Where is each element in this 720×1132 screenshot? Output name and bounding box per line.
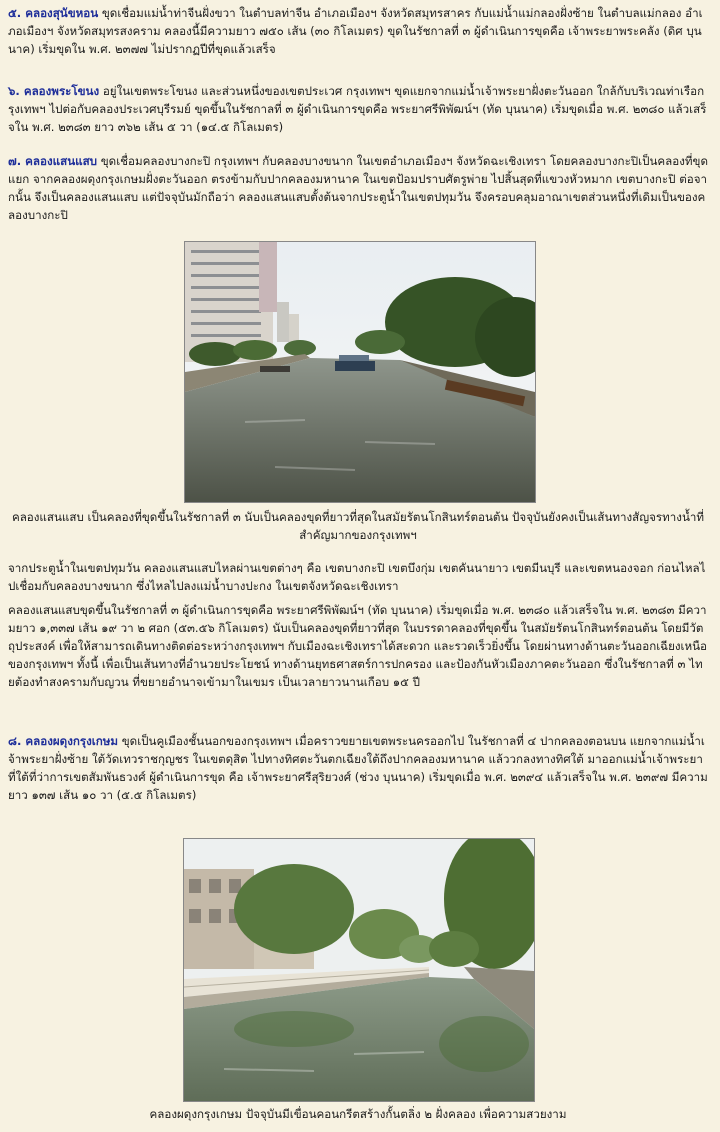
section-8-text: ขุดเป็นคูเมืองชั้นนอกของกรุงเทพฯ เมื่อคราวขยายเขตพระนครออกไป ในรัชกาลที่ ๔ ปากคลองตอนบน แยกจากแม่น้ำเจ้าพระยาฝั่งซ้าย ใต้วัดเทวราชกุญชร ในเขตดุสิต ไปทางทิศตะวันตกเฉียงใต้ถึงปากคลองมหานาค แล้ววกลงทางทิศใต้ มาออกแม่น้ำเจ้าพระยา ที่ใต้ที่ว่าการเขตสัมพันธวงศ์ ผู้ดำเนินการขุด คือ เจ้าพระยาศรีสุริยวงศ์ (ช่วง บุนนาค) เริ่มขุดเมื่อ พ.ศ. ๒๓๙๔ แล้วเสร็จใน พ.ศ. ๒๓๙๗ มีความยาว ๑๓๗ เส้น ๑๐ วา (๕.๕ กิโลเมตร) (8, 734, 708, 802)
section-7 (8, 152, 708, 224)
section-5 (8, 4, 708, 58)
section-5-text: ขุดเชื่อมแม่น้ำท่าจีนฝั่งขวา ในตำบลท่าจีน อำเภอเมืองฯ จังหวัดสมุทรสาคร กับแม่น้ำแม่กลองฝั่งซ้าย ในตำบลแม่กลอง อำเภอเมืองฯ จังหวัดสมุทรสงคราม คลองนี้มีความยาว ๗๕๐ เส้น (๓๐ กิโลเมตร) ขุดในรัชกาลที่ ๓ ผู้ดำเนินการขุดคือ เจ้าพระยาพระคลัง (ดิศ บุนนาค) เริ่มขุดใน พ.ศ. ๒๓๗๗ ไม่ปรากฏปีที่ขุดแล้วเสร็จ (8, 6, 703, 56)
khlong-phadung-krung-kasem-photo (183, 838, 535, 1102)
route-paragraph: จากประตูน้ำในเขตปทุมวัน คลองแสนแสบไหลผ่านเขตต่างๆ คือ เขตบางกะปิ เขตบึงกุ่ม เขตคันนายาว เขตมีนบุรี และเขตหนองจอก ก่อนไหลไปเชื่อมกับคลองบางขนาก ซึ่งไหลไปลงแม่น้ำบางปะกง ในเขตจังหวัดฉะเชิงเทรา (8, 561, 706, 593)
section-6-heading: ๖. คลองพระโขนง (8, 84, 100, 98)
section-6 (8, 82, 708, 136)
history-paragraph: คลองแสนแสบขุดขึ้นในรัชกาลที่ ๓ ผู้ดำเนินการขุดคือ พระยาศรีพิพัฒน์ฯ (ทัด บุนนาค) เริ่มขุดเมื่อ พ.ศ. ๒๓๘๐ แล้วเสร็จใน พ.ศ. ๒๓๘๓ มีความยาว ๑,๓๓๗ เส้น ๑๙ วา ๒ ศอก (๕๓.๕๖ กิโลเมตร) นับเป็นคลองขุดที่ยาวที่สุด ในบรรดาคลองที่ขุดขึ้น ในสมัยรัตนโกสินทร์ตอนต้น โดยมีวัตถุประสงค์ เพื่อให้สามารถเดินทางติดต่อระหว่างกรุงเทพฯ กับเมืองฉะเชิงเทราได้สะดวก และรวดเร็วยิ่งขึ้น โดยผ่านทางด้านตะวันออกเฉียงเหนือของกรุงเทพฯ ทั้งนี้ เพื่อเป็นเส้นทางที่อำนวยประโยชน์ ทางด้านยุทธศาสตร์การปกครอง และป้องกันหัวเมืองภาคตะวันออก ซึ่งในรัชกาลที่ ๓ ไทยต้องทำสงครามกับญวน ที่ขยายอำนาจเข้ามาในเขมร เป็นเวลายาวนานเกือบ ๑๕ ปี (8, 603, 708, 689)
photo-caption-1: คลองแสนแสบ เป็นคลองที่ขุดขึ้นในรัชกาลที่ ๓ นับเป็นคลองขุดที่ยาวที่สุดในสมัยรัตนโกสินทร์ตอนต้น ปัจจุบันยังคงเป็นเส้นทางสัญจรทางน้ำที่สำคัญมากของกรุงเทพฯ (11, 510, 705, 542)
section-8-heading: ๘. คลองผดุงกรุงเกษม (8, 734, 119, 748)
section-5-heading: ๕. คลองสุนัขหอน (8, 6, 99, 20)
section-7-heading: ๗. คลองแสนแสบ (8, 154, 98, 168)
section-6-text: อยู่ในเขตพระโขนง และส่วนหนึ่งของเขตประเวศ กรุงเทพฯ ขุดแยกจากแม่น้ำเจ้าพระยาฝั่งตะวันออก ใกล้กับบริเวณท่าเรือกรุงเทพฯ ไปต่อกับคลองประเวศบุรีรมย์ ขุดขึ้นในรัชกาลที่ ๓ ผู้ดำเนินการขุดคือ พระยาศรีพิพัฒน์ฯ (ทัด บุนนาค) เริ่มขุดเมื่อ พ.ศ. ๒๓๘๐ แล้วเสร็จใน พ.ศ. ๒๓๘๓ ยาว ๓๖๒ เส้น ๕ วา (๑๔.๕ กิโลเมตร) (8, 84, 707, 134)
khlong-saen-saep-photo (184, 241, 536, 503)
section-8 (8, 732, 708, 804)
photo-caption-2: คลองผดุงกรุงเกษม ปัจจุบันมีเขื่อนคอนกรีตสร้างกั้นตลิ่ง ๒ ฝั่งคลอง เพื่อความสวยงาม (149, 1107, 567, 1121)
section-7-text: ขุดเชื่อมคลองบางกะปิ กรุงเทพฯ กับคลองบางขนาก ในเขตอำเภอเมืองฯ จังหวัดฉะเชิงเทรา โดยคลองบางกะปิเป็นคลองที่ขุดแยก จากคลองผดุงกรุงเกษมฝั่งตะวันออก ตรงข้ามกับปากคลองมหานาค ในเขตป้อมปราบศัตรูพ่าย ไปสิ้นสุดที่แขวงหัวหมาก เขตบางกะปิ ต่อจากนั้น จึงเป็นคลองแสนแสบ แต่ปัจจุบันมักถือว่า คลองแสนแสบตั้งต้นจากประตูน้ำในเขตปทุมวัน จึงครอบคลุมอาณาเขตส่วนหนึ่งที่เดิมเป็นของคลองบางกะปิ (8, 154, 708, 222)
